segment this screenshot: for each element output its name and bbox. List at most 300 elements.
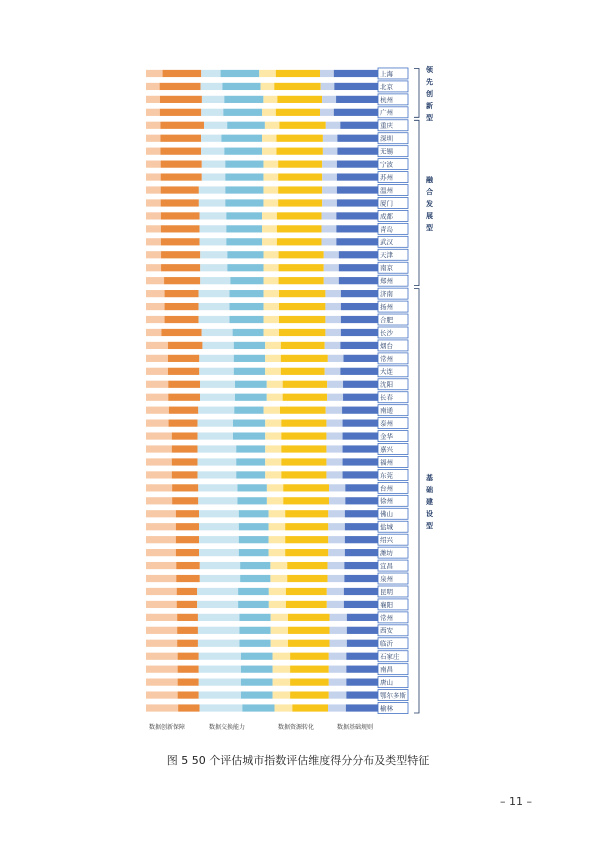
bar-segment <box>198 640 240 647</box>
bar-segment <box>281 420 326 427</box>
city-label: 泉州 <box>380 574 393 583</box>
bar-segment <box>164 277 200 284</box>
bar-segment <box>161 212 200 219</box>
bar-segment <box>327 601 344 608</box>
bar-segment <box>161 122 205 129</box>
bar-segment <box>339 264 378 271</box>
city-label: 长沙 <box>380 328 393 337</box>
bar-segment <box>346 691 378 698</box>
bar-segment <box>176 562 200 569</box>
legend-label: 数据资源转化 <box>278 724 315 731</box>
legend-label: 数据基础规则 <box>337 724 374 731</box>
city-label: 常州 <box>380 613 393 622</box>
bar-segment <box>267 484 283 491</box>
group-label-char: 先 <box>426 77 433 86</box>
bar-segment <box>178 653 199 660</box>
bar-segment <box>278 173 322 180</box>
bar-segment <box>322 199 337 206</box>
bar-segment <box>146 135 161 142</box>
bar-segment <box>172 471 198 478</box>
bar-segment <box>290 666 329 673</box>
bar-segment <box>146 601 177 608</box>
bar-segment <box>277 135 323 142</box>
bar-segment <box>146 122 161 129</box>
group-bracket <box>414 289 419 713</box>
bar-segment <box>277 212 322 219</box>
bar-segment <box>199 666 241 673</box>
bar-segment <box>146 575 176 582</box>
bar-segment <box>146 640 177 647</box>
bar-segment <box>279 122 325 129</box>
bar-segment <box>337 199 378 206</box>
bar-segment <box>273 691 291 698</box>
bar-segment <box>341 290 378 297</box>
bar-segment <box>286 601 327 608</box>
bar-segment <box>324 251 339 258</box>
bar-segment <box>334 109 378 116</box>
bar-segment <box>177 627 198 634</box>
bar-segment <box>176 523 199 530</box>
bar-segment <box>161 264 200 271</box>
bar-segment <box>342 407 378 414</box>
bar-segment <box>334 70 378 77</box>
bar-segment <box>178 704 199 711</box>
bar-segment <box>146 238 161 245</box>
bar-segment <box>279 329 325 336</box>
city-label: 广州 <box>380 108 393 117</box>
bar-segment <box>146 510 176 517</box>
bar-segment <box>199 368 233 375</box>
group-label-char: 建 <box>426 497 433 506</box>
bar-segment <box>198 471 237 478</box>
bar-segment <box>337 135 378 142</box>
bar-segment <box>264 316 279 323</box>
bar-segment <box>241 653 273 660</box>
bar-segment <box>283 484 329 491</box>
city-label: 长春 <box>380 393 393 402</box>
group-label-char: 础 <box>426 485 433 494</box>
bar-segment <box>337 186 378 193</box>
bar-segment <box>202 161 225 168</box>
city-label: 榆林 <box>380 704 393 713</box>
bar-segment <box>178 666 199 673</box>
bar-segment <box>146 303 165 310</box>
bar-segment <box>239 640 270 647</box>
bar-segment <box>199 199 225 206</box>
bar-segment <box>146 679 178 686</box>
bar-segment <box>344 562 378 569</box>
bar-segment <box>199 355 233 362</box>
bar-segment <box>168 368 199 375</box>
city-label: 泰州 <box>380 419 393 428</box>
bar-segment <box>161 135 202 142</box>
bar-segment <box>269 601 286 608</box>
bar-segment <box>265 355 281 362</box>
bar-segment <box>199 523 239 530</box>
bar-segment <box>287 562 327 569</box>
bar-segment <box>146 381 168 388</box>
bar-segment <box>273 679 291 686</box>
bar-segment <box>236 471 265 478</box>
bar-segment <box>279 277 324 284</box>
bar-segment <box>321 83 335 90</box>
bar-segment <box>325 329 340 336</box>
bar-segment <box>197 601 238 608</box>
bar-segment <box>161 199 199 206</box>
city-label: 重庆 <box>380 121 393 130</box>
bar-segment <box>204 122 227 129</box>
bar-segment <box>326 458 342 465</box>
group-label-char: 新 <box>426 101 433 110</box>
bar-segment <box>288 614 330 621</box>
bar-segment <box>320 70 334 77</box>
group-label-char: 领 <box>426 65 433 74</box>
city-label: 北京 <box>380 82 393 91</box>
bar-segment <box>146 109 160 116</box>
group-label-char: 型 <box>426 113 433 122</box>
bar-segment <box>264 407 280 414</box>
bar-segment <box>263 96 277 103</box>
bar-segment <box>198 420 233 427</box>
bar-segment <box>265 122 280 129</box>
bar-segment <box>345 497 378 504</box>
bar-segment <box>177 601 197 608</box>
bar-segment <box>146 83 160 90</box>
bar-segment <box>168 394 200 401</box>
bar-segment <box>221 135 262 142</box>
city-label: 天津 <box>380 251 393 260</box>
bar-segment <box>227 264 263 271</box>
bar-segment <box>325 368 341 375</box>
city-label: 杭州 <box>380 95 393 104</box>
city-label: 南通 <box>380 406 393 415</box>
bar-segment <box>202 96 224 103</box>
bar-segment <box>321 238 336 245</box>
bar-segment <box>271 640 288 647</box>
bar-segment <box>343 381 378 388</box>
bar-segment <box>347 640 378 647</box>
bar-segment <box>329 497 345 504</box>
bar-segment <box>290 653 329 660</box>
bar-segment <box>264 264 279 271</box>
bar-segment <box>326 445 342 452</box>
bar-segment <box>325 342 341 349</box>
bar-segment <box>199 549 239 556</box>
bar-segment <box>346 653 378 660</box>
bar-segment <box>230 290 264 297</box>
city-label: 佛山 <box>380 510 393 519</box>
bar-segment <box>146 627 177 634</box>
bar-segment <box>323 135 338 142</box>
bar-segment <box>199 186 225 193</box>
bar-segment <box>227 122 265 129</box>
bar-segment <box>201 135 221 142</box>
bar-segment <box>265 471 281 478</box>
bar-segment <box>277 238 322 245</box>
bar-segment <box>241 666 273 673</box>
bar-segment <box>146 484 172 491</box>
bar-segment <box>146 471 172 478</box>
bar-segment <box>146 394 168 401</box>
bar-segment <box>241 679 273 686</box>
city-label: 青岛 <box>380 225 393 234</box>
bar-segment <box>336 212 378 219</box>
bar-segment <box>328 704 346 711</box>
bar-segment <box>339 277 378 284</box>
bar-segment <box>330 627 347 634</box>
bar-segment <box>176 575 200 582</box>
bar-segment <box>276 70 320 77</box>
bar-segment <box>277 96 322 103</box>
city-label: 昆明 <box>380 587 393 596</box>
bar-segment <box>283 394 327 401</box>
bar-segment <box>172 432 198 439</box>
bar-segment <box>200 277 230 284</box>
bar-segment <box>343 445 378 452</box>
bar-segment <box>334 83 378 90</box>
city-label: 上海 <box>380 69 393 78</box>
bar-segment <box>325 303 340 310</box>
bar-segment <box>273 666 291 673</box>
bar-segment <box>224 148 262 155</box>
bar-segment <box>146 614 177 621</box>
bar-segment <box>343 471 378 478</box>
bar-segment <box>146 407 169 414</box>
bar-segment <box>146 653 178 660</box>
bar-segment <box>146 329 161 336</box>
bar-segment <box>346 679 378 686</box>
bar-segment <box>269 536 286 543</box>
bar-segment <box>176 536 199 543</box>
bar-segment <box>264 277 279 284</box>
bar-segment <box>343 432 378 439</box>
bar-segment <box>201 70 220 77</box>
bar-segment <box>274 704 292 711</box>
bar-segment <box>202 173 225 180</box>
bar-segment <box>239 523 269 530</box>
group-label-char: 展 <box>426 211 433 220</box>
city-label: 盐城 <box>380 523 393 532</box>
bar-segment <box>146 458 172 465</box>
bar-segment <box>235 381 267 388</box>
bar-segment <box>326 420 342 427</box>
figure-caption: 图 5 50 个评估城市指数评估维度得分分布及类型特征 <box>166 754 430 767</box>
bar-segment <box>321 212 336 219</box>
bar-segment <box>146 588 177 595</box>
bar-segment <box>322 186 337 193</box>
bar-segment <box>340 342 378 349</box>
bar-segment <box>169 420 198 427</box>
bar-segment <box>201 148 224 155</box>
bar-segment <box>161 251 200 258</box>
bar-segment <box>177 640 198 647</box>
bar-segment <box>285 510 328 517</box>
bar-segment <box>344 355 378 362</box>
bar-segment <box>230 303 264 310</box>
bar-segment <box>267 381 283 388</box>
bar-segment <box>279 303 325 310</box>
bar-segment <box>234 368 265 375</box>
city-label: 大连 <box>380 367 393 376</box>
bar-segment <box>283 497 329 504</box>
bar-segment <box>327 588 344 595</box>
city-label: 厦门 <box>380 199 393 208</box>
bar-segment <box>329 666 347 673</box>
bar-segment <box>146 212 161 219</box>
bar-segment <box>146 666 178 673</box>
bar-segment <box>176 549 199 556</box>
bar-segment <box>225 186 263 193</box>
bar-segment <box>344 588 378 595</box>
bar-segment <box>263 199 278 206</box>
bar-segment <box>337 161 378 168</box>
city-label: 扬州 <box>380 302 393 311</box>
bar-segment <box>285 523 328 530</box>
bar-segment <box>271 627 288 634</box>
bar-segment <box>264 329 279 336</box>
bar-segment <box>270 562 287 569</box>
bar-segment <box>263 161 278 168</box>
city-label: 绍兴 <box>380 536 393 545</box>
bar-segment <box>325 290 340 297</box>
bar-segment <box>161 225 200 232</box>
bar-segment <box>222 83 260 90</box>
bar-segment <box>234 342 265 349</box>
bar-segment <box>321 225 336 232</box>
city-label: 南昌 <box>380 665 393 674</box>
bar-segment <box>168 381 200 388</box>
legend-label: 数据交换能力 <box>209 724 246 731</box>
bar-segment <box>324 264 339 271</box>
bar-segment <box>347 627 378 634</box>
bar-segment <box>328 510 345 517</box>
bar-segment <box>265 368 281 375</box>
bar-segment <box>344 575 378 582</box>
bar-segment <box>172 484 198 491</box>
city-label: 西安 <box>380 626 393 635</box>
bar-segment <box>323 148 338 155</box>
bar-segment <box>146 549 176 556</box>
bar-segment <box>234 355 265 362</box>
bar-segment <box>328 355 344 362</box>
bar-segment <box>146 70 163 77</box>
bar-segment <box>343 394 378 401</box>
bar-segment <box>146 704 178 711</box>
bar-segment <box>341 316 378 323</box>
bar-segment <box>161 173 202 180</box>
bar-segment <box>146 342 168 349</box>
bar-segment <box>199 691 241 698</box>
bar-segment <box>269 549 286 556</box>
bar-segment <box>160 109 201 116</box>
bar-segment <box>198 497 237 504</box>
bar-segment <box>285 549 328 556</box>
bar-segment <box>146 497 172 504</box>
bar-segment <box>320 109 334 116</box>
bar-segment <box>198 458 237 465</box>
bar-segment <box>237 497 266 504</box>
bar-segment <box>146 432 172 439</box>
city-label: 金华 <box>380 432 393 441</box>
bar-segment <box>269 523 286 530</box>
bar-segment <box>278 186 322 193</box>
bar-segment <box>177 614 198 621</box>
bar-segment <box>201 83 223 90</box>
bar-segment <box>161 238 200 245</box>
bar-segment <box>262 109 276 116</box>
bar-segment <box>271 614 288 621</box>
bar-segment <box>225 173 263 180</box>
bar-segment <box>146 523 176 530</box>
bar-segment <box>279 316 325 323</box>
bar-segment <box>262 238 277 245</box>
bar-segment <box>265 458 281 465</box>
city-label: 济南 <box>380 290 393 299</box>
bar-segment <box>199 536 239 543</box>
bar-segment <box>161 148 202 155</box>
bar-segment <box>176 510 199 517</box>
group-label-char: 型 <box>426 223 433 232</box>
group-label-char: 基 <box>426 473 433 482</box>
city-label: 沈阳 <box>380 380 393 389</box>
bar-segment <box>233 329 264 336</box>
bar-segment <box>283 381 327 388</box>
city-label: 温州 <box>380 186 393 195</box>
city-label: 合肥 <box>380 315 393 324</box>
city-label: 徐州 <box>380 497 393 506</box>
bar-segment <box>165 290 199 297</box>
bar-segment <box>238 588 269 595</box>
bar-segment <box>281 458 326 465</box>
bar-segment <box>285 536 328 543</box>
bar-segment <box>200 704 243 711</box>
bar-segment <box>165 316 199 323</box>
bar-segment <box>345 536 378 543</box>
bar-segment <box>336 225 378 232</box>
bar-segment <box>200 575 240 582</box>
bar-segment <box>199 510 239 517</box>
bar-segment <box>292 704 328 711</box>
bar-segment <box>327 381 343 388</box>
bar-segment <box>198 627 240 634</box>
bar-segment <box>278 199 322 206</box>
bar-segment <box>198 407 234 414</box>
bar-segment <box>240 562 270 569</box>
city-label: 烟台 <box>380 341 393 350</box>
bar-segment <box>329 691 347 698</box>
bar-segment <box>279 251 324 258</box>
bar-segment <box>345 484 378 491</box>
bar-segment <box>269 510 286 517</box>
bar-segment <box>264 303 279 310</box>
bar-segment <box>328 536 345 543</box>
bar-segment <box>168 355 199 362</box>
page-number: – 11 – <box>500 795 532 808</box>
bar-segment <box>279 264 324 271</box>
bar-segment <box>239 510 269 517</box>
bar-segment <box>340 122 378 129</box>
city-label: 潍坊 <box>380 549 393 558</box>
bar-segment <box>346 666 378 673</box>
bar-segment <box>202 342 233 349</box>
bar-segment <box>237 484 266 491</box>
bar-segment <box>146 186 161 193</box>
bar-segment <box>336 238 378 245</box>
bar-segment <box>221 70 260 77</box>
bar-segment <box>269 588 286 595</box>
city-label: 东莞 <box>380 471 393 480</box>
bar-segment <box>146 691 178 698</box>
